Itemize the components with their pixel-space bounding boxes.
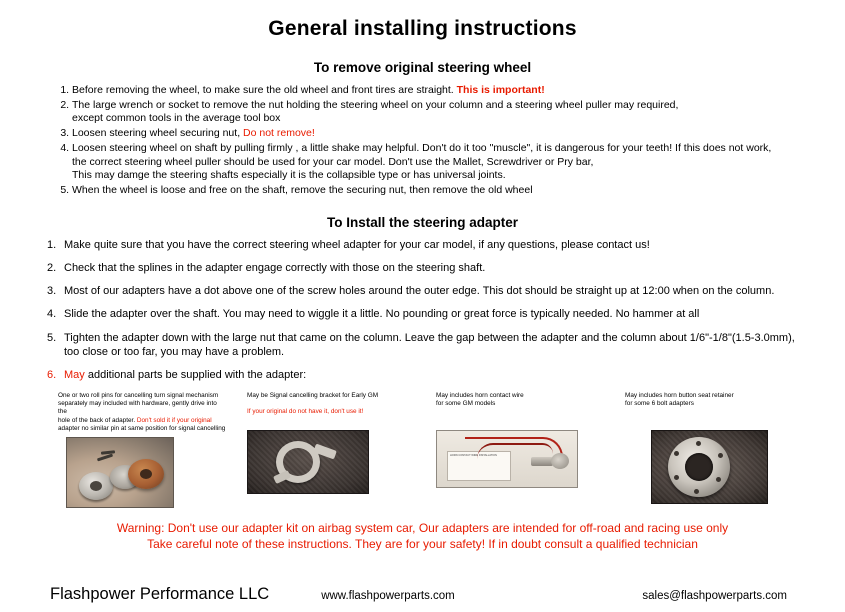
remove-step-1-emphasis: This is important! xyxy=(456,84,545,96)
remove-step-2 xyxy=(72,99,831,126)
remove-step-4-text-line3: This may damge the steering shafts especially it is the collapsible type or has universal joints. xyxy=(72,169,506,182)
install-step-1 xyxy=(47,238,831,252)
bolt-hole-icon xyxy=(696,441,701,446)
install-step-3-text: Most of our adapters have a dot above one of the screw holes around the outer edge. This dot should be straight up at 12:00 when on the column. xyxy=(64,285,775,298)
bolt-hole-icon xyxy=(674,475,679,480)
remove-step-5 xyxy=(72,184,831,197)
install-step-2 xyxy=(47,261,831,275)
contact-cylinder-icon xyxy=(531,457,553,466)
panel-horn-wire-caption xyxy=(436,392,606,426)
warning-line-1: Warning: Don't use our adapter kit on airbag system car, Our adapters are intended for off-road and racing use only xyxy=(116,521,729,536)
bolt-hole-icon xyxy=(674,451,679,456)
install-step-2-text: Check that the splines in the adapter engage correctly with those on the steering shaft. xyxy=(64,261,486,274)
email-link[interactable]: sales@flashpowerparts.com xyxy=(642,590,787,602)
panel-gm-bracket-caption xyxy=(247,392,417,426)
bolt-hole-icon xyxy=(716,477,721,482)
document-page xyxy=(0,17,845,612)
panel-horn-retainer-caption-line1: May includes horn button seat retainer xyxy=(625,391,734,399)
install-step-4-text: Slide the adapter over the shaft. You may need to wiggle it a little. No pounding or great force is typically needed. No hammer at all xyxy=(64,308,700,321)
remove-step-4-text-line2: the correct steering wheel puller should be used for your car model. Don't use the Mallet, Screwdriver or Pry bar, xyxy=(72,155,594,168)
panel-horn-wire-caption-line1: May includes horn contact wire xyxy=(436,391,524,399)
bracket-tab-icon xyxy=(273,470,291,484)
panel-gm-bracket-caption-emphasis: If your original do not have it, don't use it! xyxy=(247,408,364,416)
remove-step-1 xyxy=(72,84,831,97)
optional-parts-panels xyxy=(14,392,831,509)
install-steps-list xyxy=(14,238,831,383)
remove-step-3-emphasis: Do not remove! xyxy=(243,127,315,140)
remove-steps-list xyxy=(14,84,831,198)
install-step-5-text-line2: too close or too far, you may have a problem. xyxy=(64,345,285,358)
gm-cancelling-bracket-photo xyxy=(247,430,369,494)
install-step-5 xyxy=(47,331,831,360)
panel-horn-wire-caption-line2: for some GM models xyxy=(436,399,496,407)
horn-contact-wire-photo xyxy=(436,430,578,488)
remove-step-3-text: Loosen steering wheel securing nut, xyxy=(72,127,241,140)
remove-step-2-text-line2: except common tools in the average tool box xyxy=(72,112,281,125)
install-step-3-number: 3. xyxy=(47,285,57,298)
panel-horn-retainer-caption-line2: for some 6 bolt adapters xyxy=(625,399,694,407)
install-step-6-number: 6. xyxy=(47,369,57,382)
panel-gm-bracket-caption-line1: May be Signal cancelling bracket for Early GM xyxy=(247,391,379,399)
remove-step-3 xyxy=(72,127,831,140)
remove-step-2-text: The large wrench or socket to remove the nut holding the steering wheel on your column and a steering wheel puller may required, xyxy=(72,98,679,111)
install-step-1-text: Make quite sure that you have the correct steering wheel adapter for your car model, if any questions, please contact us! xyxy=(64,238,650,251)
install-step-4-number: 4. xyxy=(47,308,57,321)
panel-roll-pins-caption-line2: separately may included with hardware, gently drive into the xyxy=(58,399,217,416)
install-section-heading: To Install the steering adapter xyxy=(326,214,519,230)
install-step-1-number: 1. xyxy=(47,238,57,251)
install-step-2-number: 2. xyxy=(47,261,57,274)
horn-button-seat-retainer-photo xyxy=(651,430,768,504)
install-step-5-number: 5. xyxy=(47,331,57,344)
install-step-3 xyxy=(47,284,831,298)
company-name: Flashpower Performance LLC xyxy=(50,585,270,603)
page-title: General installing instructions xyxy=(268,17,577,40)
panel-gm-bracket xyxy=(247,392,417,509)
website-link[interactable]: www.flashpowerparts.com xyxy=(321,590,455,602)
bolt-hole-icon xyxy=(694,489,699,494)
remove-section-heading: To remove original steering wheel xyxy=(313,60,532,75)
roll-pins-adapters-photo xyxy=(66,437,174,508)
remove-step-5-text: When the wheel is loose and free on the shaft, remove the securing nut, then remove the old wheel xyxy=(72,184,533,197)
roll-pin-icon xyxy=(97,454,113,462)
instruction-card: HORN CONTACT WIRE INSTALLATION xyxy=(447,451,511,481)
panel-roll-pins-caption-emphasis: Don't sold it if your original xyxy=(136,416,212,424)
install-step-6-text: additional parts be supplied with the adapter: xyxy=(87,369,307,382)
install-step-4 xyxy=(47,307,831,321)
panel-roll-pins-caption-line3: hole of the back of adapter. xyxy=(58,416,136,424)
remove-step-4-text: Loosen steering wheel on shaft by pulling firmly , a little shake may helpful. Don't do it too "muscle", it is dangerous for your teeth! If this does not work, xyxy=(72,142,772,155)
install-step-5-text: Tighten the adapter down with the large nut that came on the column. Leave the gap between the adapter and the column about 1/6"-1/8"(1.5-3.0mm), xyxy=(64,331,795,344)
warning-line-2: Take careful note of these instructions. They are for your safety! If in doubt consult a qualified technician xyxy=(147,537,698,552)
adapter-ring-icon xyxy=(79,472,113,500)
panel-horn-wire xyxy=(436,392,606,509)
warning-notice xyxy=(14,520,831,552)
retainer-ring-icon xyxy=(668,437,730,497)
panel-horn-retainer xyxy=(625,392,795,509)
panel-roll-pins-caption xyxy=(58,392,226,434)
panel-horn-retainer-caption xyxy=(625,392,795,426)
install-step-6 xyxy=(47,368,831,382)
remove-step-4 xyxy=(72,142,831,182)
panel-roll-pins xyxy=(58,392,228,509)
panel-roll-pins-caption-line4: adapter no similar pin at same position for signal cancelling xyxy=(58,424,226,432)
bolt-hole-icon xyxy=(718,453,723,458)
install-step-6-emphasis: May xyxy=(64,369,85,382)
remove-step-1-text: Before removing the wheel, to make sure the old wheel and front tires are straight. xyxy=(72,84,454,96)
panel-roll-pins-caption-line1: One or two roll pins for cancelling turn signal mechanism xyxy=(58,391,219,399)
adapter-ring-icon xyxy=(128,459,164,489)
contact-plug-icon xyxy=(551,453,569,469)
